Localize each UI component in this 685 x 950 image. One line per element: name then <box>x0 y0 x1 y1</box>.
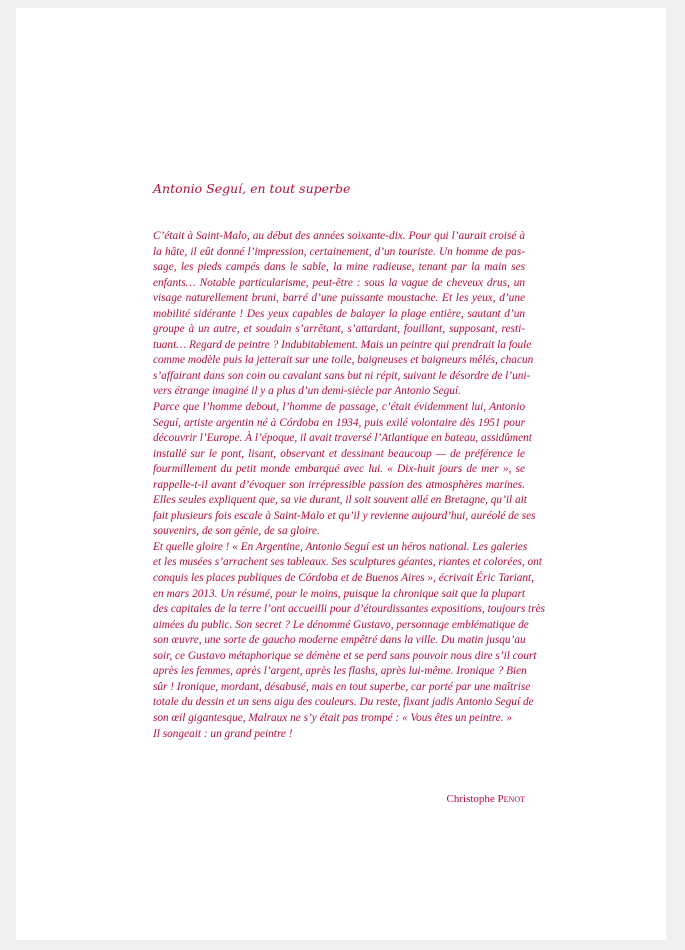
text-line: et les musées s’arrachent ses tableaux. Ses sculptures géantes, riantes et colorées, ont <box>153 556 542 569</box>
author-first-name: Christophe <box>446 793 495 805</box>
paragraph <box>153 540 545 727</box>
text-line: Elles seules expliquent que, sa vie durant, il soit souvent allé en Bretagne, qu’il ait <box>153 494 527 507</box>
text-line: vers étrange imaginé il y a plus d’un demi-siècle par Antonio Seguí. <box>153 385 461 398</box>
text-line: Il songeait : un grand peintre ! <box>153 727 293 740</box>
text-line: sage, les pieds campés dans le sable, la mine radieuse, tenant par la main ses <box>153 261 525 274</box>
text-line: fait plusieurs fois escale à Saint-Malo et qu’il y revienne aujourd’hui, auréolé de ses <box>153 509 536 522</box>
text-line: C’était à Saint-Malo, au début des années soixante-dix. Pour qui l’aurait croisé à <box>153 230 525 242</box>
text-line: comme modèle puis la jetterait sur une toile, baigneuses et baigneurs mêlés, chacun <box>153 354 534 367</box>
text-line: Parce que l’homme debout, l’homme de passage, c’était évidemment lui, Antonio <box>153 401 525 414</box>
text-line: souvenirs, de son génie, de sa gloire. <box>153 525 320 538</box>
text-line: sûr ! Ironique, mordant, désabusé, mais en tout superbe, car porté par une maîtrise <box>153 680 531 693</box>
author-signature <box>316 793 525 805</box>
text-line: la hâte, il eût donné l’impression, certainement, d’un touriste. Un homme de pas- <box>153 245 525 258</box>
text-line: en mars 2013. Un résumé, pour le moins, puisque la chronique sait que la plupart <box>153 587 525 600</box>
document-page <box>16 8 666 940</box>
text-line: fourmillement du petit monde embarqué avec lui. « Dix-huit jours de mer », se <box>153 463 525 476</box>
article-body <box>153 229 545 742</box>
text-line: son œuvre, une sorte de gaucho moderne empêtré dans la ville. Du matin jusqu’au <box>153 634 526 647</box>
text-line: visage naturellement bruni, barré d’une puissante moustache. Et les yeux, d’une <box>153 292 525 305</box>
text-line: s’affairant dans son coin ou cavalant sans but ni répit, suivant le désordre de l’uni- <box>153 369 531 382</box>
text-line: des capitales de la terre l’ont accueilli pour d’étourdissantes expositions, toujours très <box>153 603 545 616</box>
text-line: découvrir l’Europe. À l’époque, il avait traversé l’Atlantique en bateau, assidûment <box>153 432 532 445</box>
text-line: aimées du public. Son secret ? Le dénommé Gustavo, personnage emblématique de <box>153 618 529 631</box>
author-last-name: Penot <box>497 793 525 805</box>
text-line: conquis les places publiques de Córdoba et de Buenos Aires », écrivait Éric Tariant, <box>153 572 535 585</box>
text-line: soir, ce Gustavo métaphorique se démène et se perd sans pouvoir nous dire s’il court <box>153 649 537 662</box>
text-line: totale du dessin et un sens aigu des couleurs. Du reste, fixant jadis Antonio Seguí de <box>153 696 534 709</box>
text-line: groupe à un autre, et soudain s’arrêtant, s’attardant, fouillant, supposant, resti- <box>153 323 525 336</box>
text-line: Et quelle gloire ! « En Argentine, Antonio Seguí est un héros national. Les galeries <box>153 540 528 553</box>
paragraph <box>153 229 534 400</box>
article-title: Antonio Seguí, en tout superbe <box>153 181 351 196</box>
text-line: tuant… Regard de peintre ? Indubitablement. Mais un peintre qui prendrait la foule <box>153 338 532 351</box>
text-line: son œil gigantesque, Malraux ne s’y était pas trompé : « Vous êtes un peintre. » <box>153 711 513 724</box>
paragraph <box>153 727 525 743</box>
text-line: Seguí, artiste argentin né à Córdoba en 1934, puis exilé volontaire dès 1951 pour <box>153 416 525 429</box>
text-line: installé sur le pont, lisant, observant et dessinant beaucoup — de préférence le <box>153 447 525 460</box>
text-line: après les femmes, après l’argent, après les flashs, après lui-même. Ironique ? Bien <box>153 665 527 678</box>
text-line: mobilité sidérante ! Des yeux capables de balayer la plage entière, sautant d’un <box>153 307 525 320</box>
text-line: enfants… Notable particularisme, peut-être : sous la vague de cheveux drus, un <box>153 276 525 289</box>
text-line: rappelle-t-il avant d’évoquer son irrépressible passion des atmosphères marines. <box>153 478 525 491</box>
paragraph <box>153 400 536 540</box>
